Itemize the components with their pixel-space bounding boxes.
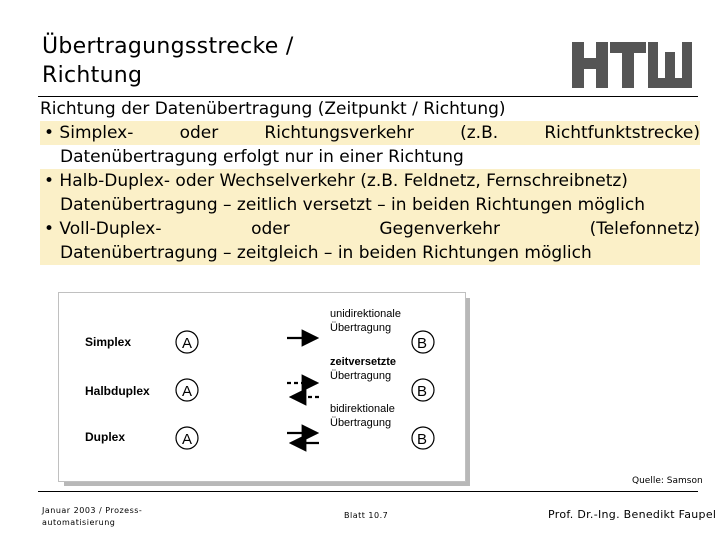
footer-page: Blatt 10.7 bbox=[344, 511, 389, 520]
row-label-duplex: Duplex bbox=[85, 430, 126, 444]
node-a-label: A bbox=[182, 431, 193, 448]
caption-simplex-1: unidirektionale bbox=[330, 308, 401, 320]
slide-title-line1: Übertragungsstrecke / bbox=[42, 34, 294, 59]
footer-author: Prof. Dr.-Ing. Benedikt Faupel bbox=[548, 508, 717, 521]
node-b-label: B bbox=[417, 431, 428, 448]
caption-simplex-2: Übertragung bbox=[330, 322, 392, 334]
list-item-halbduplex-line2: Datenübertragung – zeitlich versetzt – in beiden Richtungen möglich bbox=[40, 193, 700, 217]
list-item-simplex bbox=[40, 121, 700, 145]
htw-logo bbox=[568, 38, 696, 90]
node-b-label: B bbox=[417, 335, 428, 352]
node-a-label: A bbox=[182, 383, 193, 400]
row-label-simplex: Simplex bbox=[85, 335, 132, 349]
word: • Voll-Duplex- bbox=[44, 219, 162, 239]
footer-date-line2: automatisierung bbox=[42, 518, 116, 527]
word: oder bbox=[179, 123, 219, 143]
content bbox=[40, 97, 700, 265]
footer-date-line1: Januar 2003 / Prozess- bbox=[42, 506, 143, 515]
node-b-label: B bbox=[417, 383, 428, 400]
slide-title-line2: Richtung bbox=[42, 63, 143, 88]
bottom-rule bbox=[38, 491, 698, 492]
word: Richtungsverkehr bbox=[264, 123, 414, 143]
list-item-vollduplex-line2: Datenübertragung – zeitgleich – in beiden Richtungen möglich bbox=[40, 241, 700, 265]
caption-duplex-2: Übertragung bbox=[330, 417, 392, 429]
list-item-halbduplex-line1: • Halb-Duplex- oder Wechselverkehr (z.B. Feldnetz, Fernschreibnetz) bbox=[40, 169, 700, 193]
transmission-diagram bbox=[59, 293, 465, 481]
word: (Telefonnetz) bbox=[589, 219, 700, 239]
slide-title bbox=[42, 32, 294, 90]
transmission-figure bbox=[58, 292, 466, 482]
footer-date bbox=[42, 505, 142, 529]
word: • Simplex- bbox=[44, 123, 134, 143]
list-item-vollduplex-line1 bbox=[44, 217, 700, 241]
node-a-label: A bbox=[182, 335, 193, 352]
list-item-simplex-line1 bbox=[44, 121, 700, 145]
caption-halbduplex-1: zeitversetzte bbox=[330, 356, 397, 368]
caption-duplex-1: bidirektionale bbox=[330, 403, 395, 415]
word: Gegenverkehr bbox=[379, 219, 500, 239]
list-item-simplex-line2: Datenübertragung erfolgt nur in einer Richtung bbox=[60, 147, 464, 167]
content-heading: Richtung der Datenübertragung (Zeitpunkt / Richtung) bbox=[40, 99, 506, 119]
word: (z.B. bbox=[460, 123, 499, 143]
list-item-vollduplex bbox=[40, 217, 700, 241]
row-label-halbduplex: Halbduplex bbox=[85, 384, 150, 398]
caption-halbduplex-2: Übertragung bbox=[330, 370, 392, 382]
word: Richtfunktstrecke) bbox=[544, 123, 700, 143]
source-note: Quelle: Samson bbox=[632, 476, 703, 486]
word: oder bbox=[251, 219, 290, 239]
logo-text: HTW bbox=[632, 86, 635, 87]
